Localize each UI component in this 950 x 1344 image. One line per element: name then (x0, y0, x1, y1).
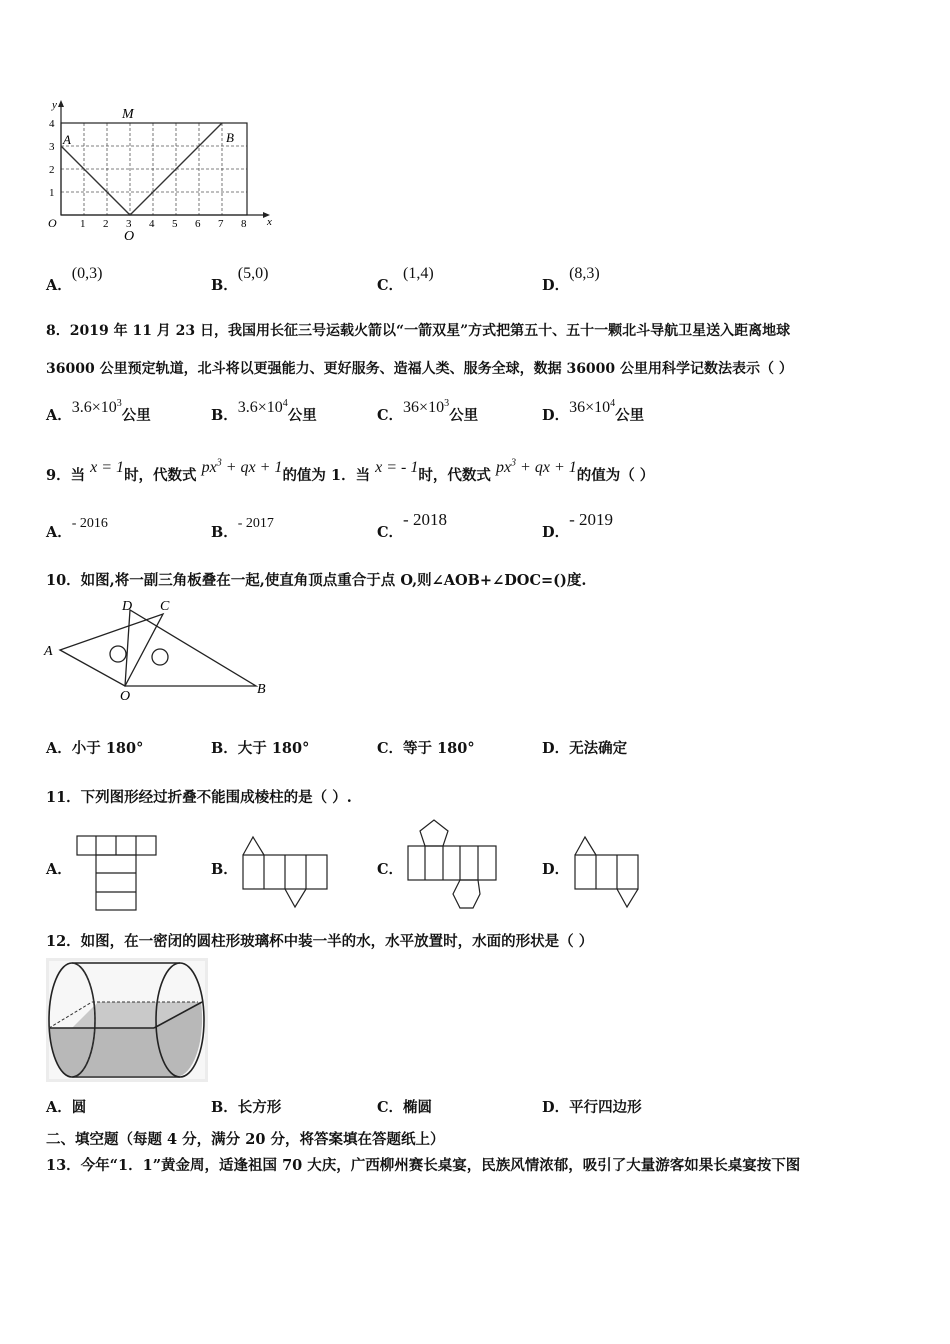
option-label: C． (377, 524, 404, 541)
x-tick: 3 (126, 218, 132, 230)
option-unit: 公里 (287, 407, 317, 424)
y-axis-label: y (52, 99, 57, 111)
option-value: (5,0) (237, 265, 269, 282)
option-value: 无法确定 (569, 740, 628, 757)
option-label: A． (46, 740, 72, 757)
option-value: (1,4) (403, 265, 434, 282)
q9-expression-2 (496, 459, 577, 476)
q8-option-a[interactable] (46, 396, 151, 424)
q7-option-b[interactable] (211, 262, 269, 294)
q11-option-d-label[interactable]: D． (542, 861, 570, 878)
option-label: D． (542, 524, 570, 541)
option-label: B． (211, 740, 238, 757)
point-o-label: O (120, 689, 131, 704)
q11-option-b-net (240, 834, 330, 910)
option-mantissa: 36×10 (569, 399, 611, 416)
option-exponent: 3 (444, 398, 450, 410)
q8-option-b[interactable] (211, 396, 317, 424)
x-axis-label: x (267, 216, 272, 228)
option-label: A． (46, 1099, 72, 1116)
point-d-label: D (122, 599, 133, 614)
q9-expression-1 (202, 459, 283, 476)
q11-option-a-label[interactable]: A． (46, 861, 72, 878)
option-mantissa: 3.6×10 (71, 399, 117, 416)
option-label: B． (211, 524, 238, 541)
option-value: - 2016 (71, 516, 108, 531)
option-label: D． (542, 1099, 570, 1116)
option-label: C． (377, 407, 404, 424)
y-tick: 4 (49, 118, 55, 130)
option-label: D． (542, 740, 570, 757)
q9-option-d[interactable] (542, 509, 613, 541)
q13-text: 13．今年“1．1”黄金周，适逢祖国 70 大庆，广西柳州赛长桌宴，民族风情浓郁，吸引了大量游客如果长桌宴按下图 (46, 1157, 801, 1174)
q8-option-d[interactable] (542, 396, 645, 424)
x-tick: 1 (80, 218, 86, 230)
cylinder-glass-figure (46, 958, 208, 1082)
y-tick: 1 (49, 187, 55, 199)
option-value: 圆 (71, 1099, 87, 1116)
option-mantissa: 3.6×10 (237, 399, 283, 416)
option-value: 平行四边形 (569, 1099, 642, 1116)
option-exponent: 3 (116, 398, 122, 410)
q12-option-d[interactable] (542, 1096, 642, 1117)
q9-part: 时，代数式 (418, 467, 491, 484)
q9-condition-1: x = 1 (90, 459, 125, 476)
q9-option-c[interactable] (377, 509, 447, 541)
q9-text (46, 456, 655, 484)
q7-option-a[interactable] (46, 262, 103, 294)
option-value: 长方形 (237, 1099, 282, 1116)
q9-option-b[interactable] (211, 511, 274, 541)
point-m-label: M (122, 107, 134, 122)
q11-option-c-net (405, 816, 499, 912)
option-label: B． (211, 1099, 238, 1116)
expr-part: px (495, 459, 512, 476)
option-value: - 2018 (403, 510, 447, 529)
q11-text: 11．下列图形经过折叠不能围成棱柱的是（ ）. (46, 789, 352, 806)
q12-option-c[interactable] (377, 1096, 432, 1117)
option-value: (8,3) (569, 265, 600, 282)
option-exponent: 4 (282, 398, 288, 410)
x-tick: 2 (103, 218, 109, 230)
option-value: (0,3) (71, 265, 103, 282)
option-unit: 公里 (615, 407, 645, 424)
option-label: C． (377, 740, 404, 757)
q8-text-line2: 36000 公里预定轨道，北斗将以更强能力、更好服务、造福人类、服务全球，数据 36000 公里用科学记数法表示（ ） (46, 361, 793, 377)
x-tick: 8 (241, 218, 247, 230)
q9-option-a[interactable] (46, 511, 108, 541)
expr-part: + qx + 1 (221, 459, 283, 476)
expr-part: px (201, 459, 217, 476)
q8-text-line1: 8．2019 年 11 月 23 日，我国用长征三号运载火箭以“一箭双星”方式把第五十、五十一颗北斗导航卫星送入距离地球 (46, 323, 791, 339)
q10-text: 10．如图,将一副三角板叠在一起,使直角顶点重合于点 O,则∠AOB+∠DOC=()度. (46, 572, 587, 589)
option-value: - 2017 (237, 516, 274, 531)
option-mantissa: 36×10 (403, 399, 445, 416)
section-heading: 二、填空题（每题 4 分，满分 20 分，将答案填在答题纸上） (46, 1131, 445, 1148)
x-tick: 6 (195, 218, 201, 230)
option-value: 等于 180° (403, 740, 475, 757)
point-b-label: B (257, 682, 266, 697)
x-tick: 7 (218, 218, 224, 230)
q12-option-b[interactable] (211, 1096, 281, 1117)
q10-option-b[interactable] (211, 737, 309, 758)
option-value: - 2019 (569, 510, 613, 529)
option-value: 小于 180° (71, 740, 144, 757)
q11-option-a-net (74, 834, 160, 914)
q11-option-d-net (572, 834, 642, 910)
option-label: D． (542, 277, 570, 294)
option-unit: 公里 (121, 407, 151, 424)
q11-option-c-label[interactable]: C． (377, 861, 404, 878)
q12-text: 12．如图，在一密闭的圆柱形玻璃杯中装一半的水，水平放置时，水面的形状是（ ） (46, 933, 594, 950)
option-label: A． (46, 407, 72, 424)
q7-option-c[interactable] (377, 262, 434, 294)
point-a-label: A (63, 132, 71, 147)
point-b-label: B (226, 130, 234, 145)
x-tick: 4 (149, 218, 155, 230)
q9-part: 9．当 (46, 467, 86, 484)
q12-option-a[interactable] (46, 1096, 86, 1117)
expr-exponent: 3 (511, 457, 517, 469)
q9-condition-2: x = - 1 (375, 459, 419, 476)
y-tick: 3 (49, 141, 55, 153)
q8-option-c[interactable] (377, 396, 479, 424)
q9-part: 时，代数式 (124, 467, 197, 484)
coordinate-grid-figure (40, 98, 280, 248)
option-label: B． (211, 277, 238, 294)
point-a-label: A (44, 644, 53, 659)
expr-exponent: 3 (216, 457, 222, 469)
option-value: 大于 180° (237, 740, 310, 757)
origin-label: O (48, 216, 57, 230)
option-label: D． (542, 407, 570, 424)
triangle-set-squares-figure (40, 594, 280, 704)
point-c-label: C (160, 599, 170, 614)
q10-option-a[interactable] (46, 737, 143, 758)
option-exponent: 4 (610, 398, 616, 410)
y-tick: 2 (49, 164, 55, 176)
expr-part: + qx + 1 (516, 459, 577, 476)
x-tick: 5 (172, 218, 178, 230)
option-label: A． (46, 277, 72, 294)
option-label: B． (211, 407, 238, 424)
option-label: C． (377, 1099, 404, 1116)
option-unit: 公里 (449, 407, 479, 424)
q10-option-c[interactable] (377, 737, 475, 758)
q9-part: 的值为（ ） (576, 467, 655, 484)
q7-option-d[interactable] (542, 262, 600, 294)
option-label: A． (46, 524, 72, 541)
point-o-below-label: O (124, 229, 135, 244)
q10-option-d[interactable] (542, 737, 627, 758)
q11-option-b-label[interactable]: B． (211, 861, 238, 878)
option-label: C． (377, 277, 404, 294)
q9-part: 的值为 1．当 (282, 467, 371, 484)
option-value: 椭圆 (403, 1099, 433, 1116)
